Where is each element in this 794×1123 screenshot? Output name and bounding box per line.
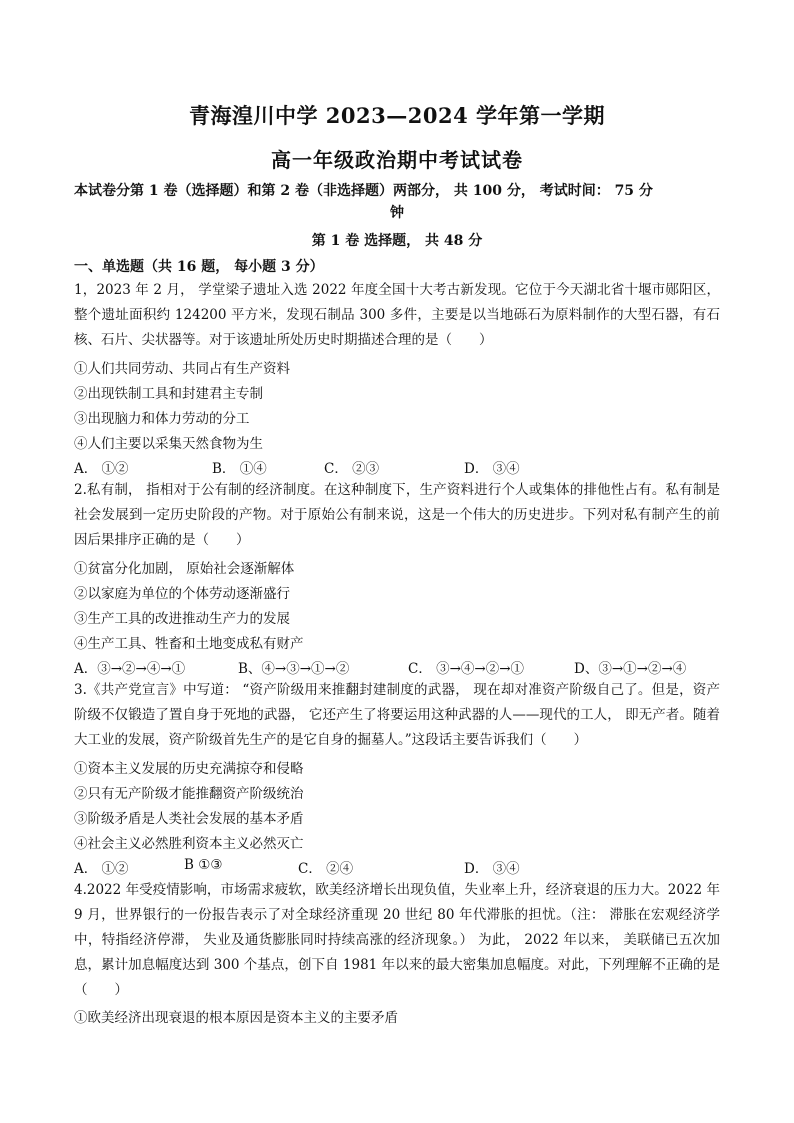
- exam-subtitle: 高一年级政治期中考试试卷: [271, 148, 523, 172]
- question-1-item-3: ③出现脑力和体力劳动的分工: [74, 411, 250, 427]
- question-4-item-1: ①欧美经济出现衰退的根本原因是资本主义的主要矛盾: [74, 1010, 398, 1026]
- question-1-option-c: C． ②③: [324, 461, 380, 477]
- question-3-stem: 3.《共产党宣言》中写道： “资产阶级用来推翻封建制度的武器， 现在却对准资产阶级自己了。但是，资产阶级不仅锻造了置自身于死地的武器， 它还产生了将要运用这种武器的人——现代的工人， 即无产者。随着大工业的发展，资产阶级首先生产的是它自身的掘墓人。”这段话主要告诉我们（ ）: [74, 682, 720, 748]
- question-2-item-3: ③生产工具的改进推动生产力的发展: [74, 611, 290, 627]
- question-1-option-b: B． ①④: [212, 461, 267, 477]
- question-3-options: [74, 857, 720, 877]
- question-2-option-a: A．③→②→④→①: [74, 661, 186, 677]
- question-3-item-2: ②只有无产阶级才能推翻资产阶级统治: [74, 786, 304, 802]
- question-1-stem: 1，2023 年 2 月， 学堂梁子遗址入选 2022 年度全国十大考古新发现。它位于今天湖北省十堰市郧阳区，整个遗址面积约 124200 平方米，发现石制品 300 多件，主要是以当地砾石为原料制作的大型石器，有石核、石片、尖状器等。对于该遗址所处历史时期描述合理的是（ ）: [74, 282, 720, 348]
- volume-heading: 第 1 卷 选择题， 共 48 分: [311, 233, 483, 249]
- question-1-options: [74, 457, 720, 477]
- question-3-option-d: D． ③④: [464, 861, 520, 877]
- question-2-option-d: D、③→①→②→④: [574, 661, 687, 677]
- question-2-stem: 2.私有制， 指相对于公有制的经济制度。在这种制度下，生产资料进行个人或集体的排他性占有。私有制是社会发展到一定历史阶段的产物。对于原始公有制来说，这是一个伟大的历史进步。下列对私有制产生的前因后果排序正确的是（ ）: [74, 482, 720, 548]
- question-3-option-c: C． ②④: [298, 861, 354, 877]
- question-1-item-1: ①人们共同劳动、共同占有生产资料: [74, 361, 290, 377]
- question-1-item-2: ②出现铁制工具和封建君主专制: [74, 386, 263, 402]
- question-3-option-b: B ①③: [184, 857, 223, 873]
- question-1-option-a: A． ①②: [74, 461, 129, 477]
- question-2-options: [74, 657, 720, 677]
- question-3-item-1: ①资本主义发展的历史充满掠夺和侵略: [74, 761, 304, 777]
- exam-info-line2: 钟: [390, 205, 404, 221]
- question-2-item-1: ①贫富分化加剧， 原始社会逐渐解体: [74, 561, 295, 577]
- exam-title: 青海湟川中学 2023—2024 学年第一学期: [188, 103, 605, 128]
- question-2-item-4: ④生产工具、牲畜和土地变成私有财产: [74, 636, 304, 652]
- question-2-option-c: C． ③→④→②→①: [408, 661, 525, 677]
- question-3-item-3: ③阶级矛盾是人类社会发展的基本矛盾: [74, 811, 304, 827]
- question-1-option-d: D． ③④: [464, 461, 520, 477]
- section-heading: 一、单选题（共 16 题， 每小题 3 分）: [74, 259, 324, 275]
- question-2-option-b: B、④→③→①→②: [238, 661, 350, 677]
- question-4-stem: 4.2022 年受疫情影响，市场需求疲软，欧美经济增长出现负值，失业率上升，经济衰退的压力大。2022 年 9 月，世界银行的一份报告表示了对全球经济重现 20 世纪 80 年代滞胀的担忧。（注： 滞胀在宏观经济学中，特指经济停滞， 失业及通货膨胀同时持续高涨的经济现象。） 为此， 2022 年以来， 美联储已五次加息，累计加息幅度达到 300 个基点，创下自 1981 年以来的最大密集加息幅度。对此，下列理解不正确的是（ ）: [74, 882, 720, 998]
- question-3-option-a: A． ①②: [74, 861, 129, 877]
- question-3-item-4: ④社会主义必然胜利资本主义必然灭亡: [74, 836, 304, 852]
- exam-info-line1: 本试卷分第 1 卷（选择题）和第 2 卷（非选择题）两部分， 共 100 分， 考试时间： 75 分: [74, 183, 653, 199]
- question-1-item-4: ④人们主要以采集天然食物为生: [74, 436, 263, 452]
- question-2-item-2: ②以家庭为单位的个体劳动逐渐盛行: [74, 586, 290, 602]
- exam-info: [74, 180, 720, 224]
